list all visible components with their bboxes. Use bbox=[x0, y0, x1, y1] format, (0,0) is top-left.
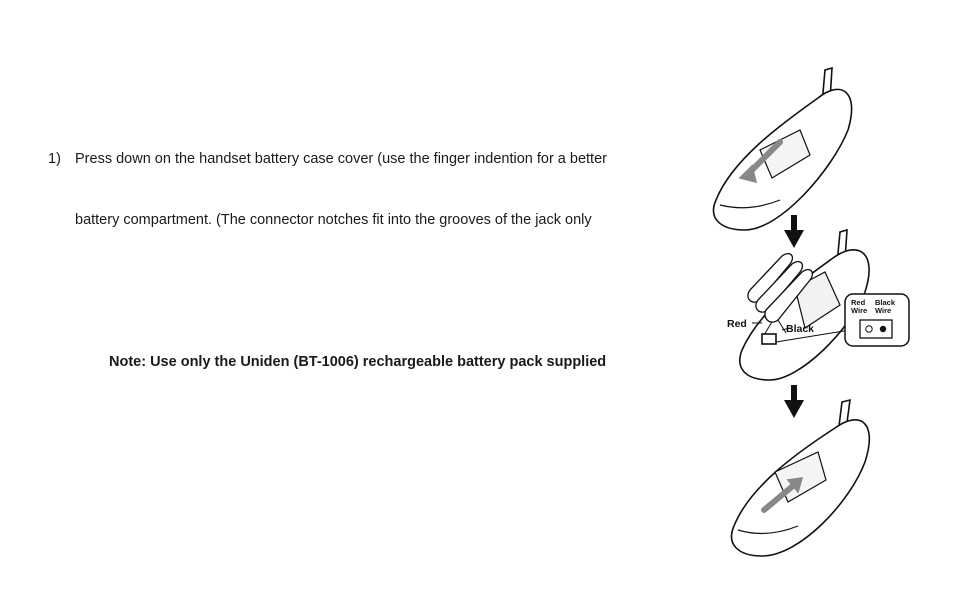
battery-note: Note: Use only the Uniden (BT-1006) rechargeable battery pack supplied bbox=[109, 354, 607, 370]
handset-cover-close bbox=[732, 400, 870, 556]
handset-cover-open bbox=[714, 68, 852, 230]
down-arrow-icon bbox=[784, 385, 804, 418]
svg-text:Red: Red bbox=[851, 298, 866, 307]
black-wire-label: Black bbox=[786, 323, 815, 335]
instruction-line-2: battery compartment. (The connector notches fit into the grooves of the jack only bbox=[75, 212, 592, 228]
battery-installation-figure bbox=[700, 60, 950, 605]
instruction-line-1: Press down on the handset battery case cover (use the finger indention for a better bbox=[75, 151, 607, 167]
down-arrow-icon bbox=[784, 215, 804, 248]
red-wire-label: Red bbox=[727, 318, 747, 330]
step-number: 1) bbox=[48, 151, 61, 167]
svg-text:Black: Black bbox=[875, 298, 896, 307]
svg-text:Wire: Wire bbox=[851, 306, 868, 315]
svg-text:Wire: Wire bbox=[875, 306, 892, 315]
